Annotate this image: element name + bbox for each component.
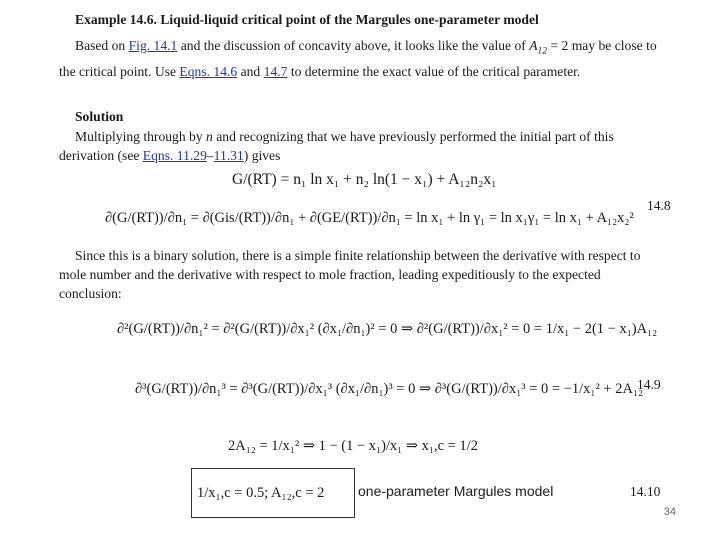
equation-gibbs-energy — [232, 168, 497, 192]
solution-heading: Solution — [75, 109, 124, 124]
equation-number-14-9: 14.9 — [637, 377, 661, 392]
text-span: and recognizing that we have previously performed the initial part of this derivation (see — [59, 129, 614, 163]
equation-text: ∂(G/(RT))/∂n₁ = ∂(Gis/(RT))/∂n₁ + ∂(GE/(RT))/∂n₁ = ln x₁ + ln γ₁ = ln x₁γ₁ = ln x₁ + A₁₂x₂² — [105, 209, 634, 226]
problem-statement — [59, 36, 659, 81]
text-span: Based on — [75, 38, 129, 53]
boxed-note: one-parameter Margules model — [358, 483, 554, 499]
text-span: and — [237, 63, 264, 79]
equation-text: ∂³(G/(RT))/∂n₁³ = ∂³(G/(RT))/∂x₁³ (∂x₁/∂n₁)³ = 0 ⇒ ∂³(G/(RT))/∂x₁³ = 0 = −1/x₁² + 2A₁₂ — [135, 380, 644, 397]
var-n: n — [206, 129, 213, 144]
link-14-7[interactable]: 14.7 — [263, 63, 288, 79]
equation-second-derivative — [117, 306, 657, 352]
link-fig-14-1[interactable]: Fig. 14.1 — [128, 38, 178, 53]
var-a: A — [529, 38, 538, 53]
text-span: and the discussion of concavity above, it looks like the value of — [177, 38, 530, 53]
link-11-31[interactable]: 11.31 — [213, 148, 244, 163]
equation-14-8 — [105, 196, 634, 240]
text-span: = 2 may be close to the critical point. Use — [59, 38, 657, 79]
equation-text: G/(RT) = n₁ ln x₁ + n₂ ln(1 − x₁) + A₁₂n₂x₁ — [232, 171, 497, 188]
equation-number-14-10: 14.10 — [630, 484, 661, 499]
equation-14-10 — [197, 478, 324, 508]
text-span: – — [206, 148, 214, 163]
equation-solve-x1c — [228, 426, 478, 466]
equation-text: 1/x₁,c = 0.5; A₁₂,c = 2 — [197, 484, 325, 501]
equation-number-14-8: 14.8 — [647, 198, 671, 213]
text-span: ) gives — [243, 148, 281, 163]
text-span: to determine the exact value of the critical parameter. — [287, 63, 581, 79]
equation-text: ∂²(G/(RT))/∂n₁² = ∂²(G/(RT))/∂x₁² (∂x₁/∂n₁)² = 0 ⇒ ∂²(G/(RT))/∂x₁² = 0 = 1/x₁ − 2(1 − x₁)A₁₂ — [117, 320, 658, 337]
binary-solution-paragraph: Since this is a binary solution, there is a simple finite relationship between the derivative with respect to mole number and the derivative with respect to mole fraction, leading expeditiously to the expected conclusion: — [59, 248, 641, 301]
var-a-sub: 12 — [537, 46, 548, 57]
link-eqns-14-6[interactable]: Eqns. 14.6 — [179, 63, 238, 79]
page-number: 34 — [663, 506, 676, 518]
text-span: Multiplying through by — [75, 129, 207, 144]
equation-14-9 — [135, 366, 643, 412]
equation-text: 2A₁₂ = 1/x₁² ⇒ 1 − (1 − x₁)/x₁ ⇒ x₁,c = 1/2 — [228, 437, 478, 454]
example-title: Example 14.6. Liquid-liquid critical point of the Margules one-parameter model — [75, 12, 539, 27]
link-eqns-11-29[interactable]: Eqns. 11.29 — [142, 148, 207, 163]
solution-paragraph — [59, 127, 659, 165]
